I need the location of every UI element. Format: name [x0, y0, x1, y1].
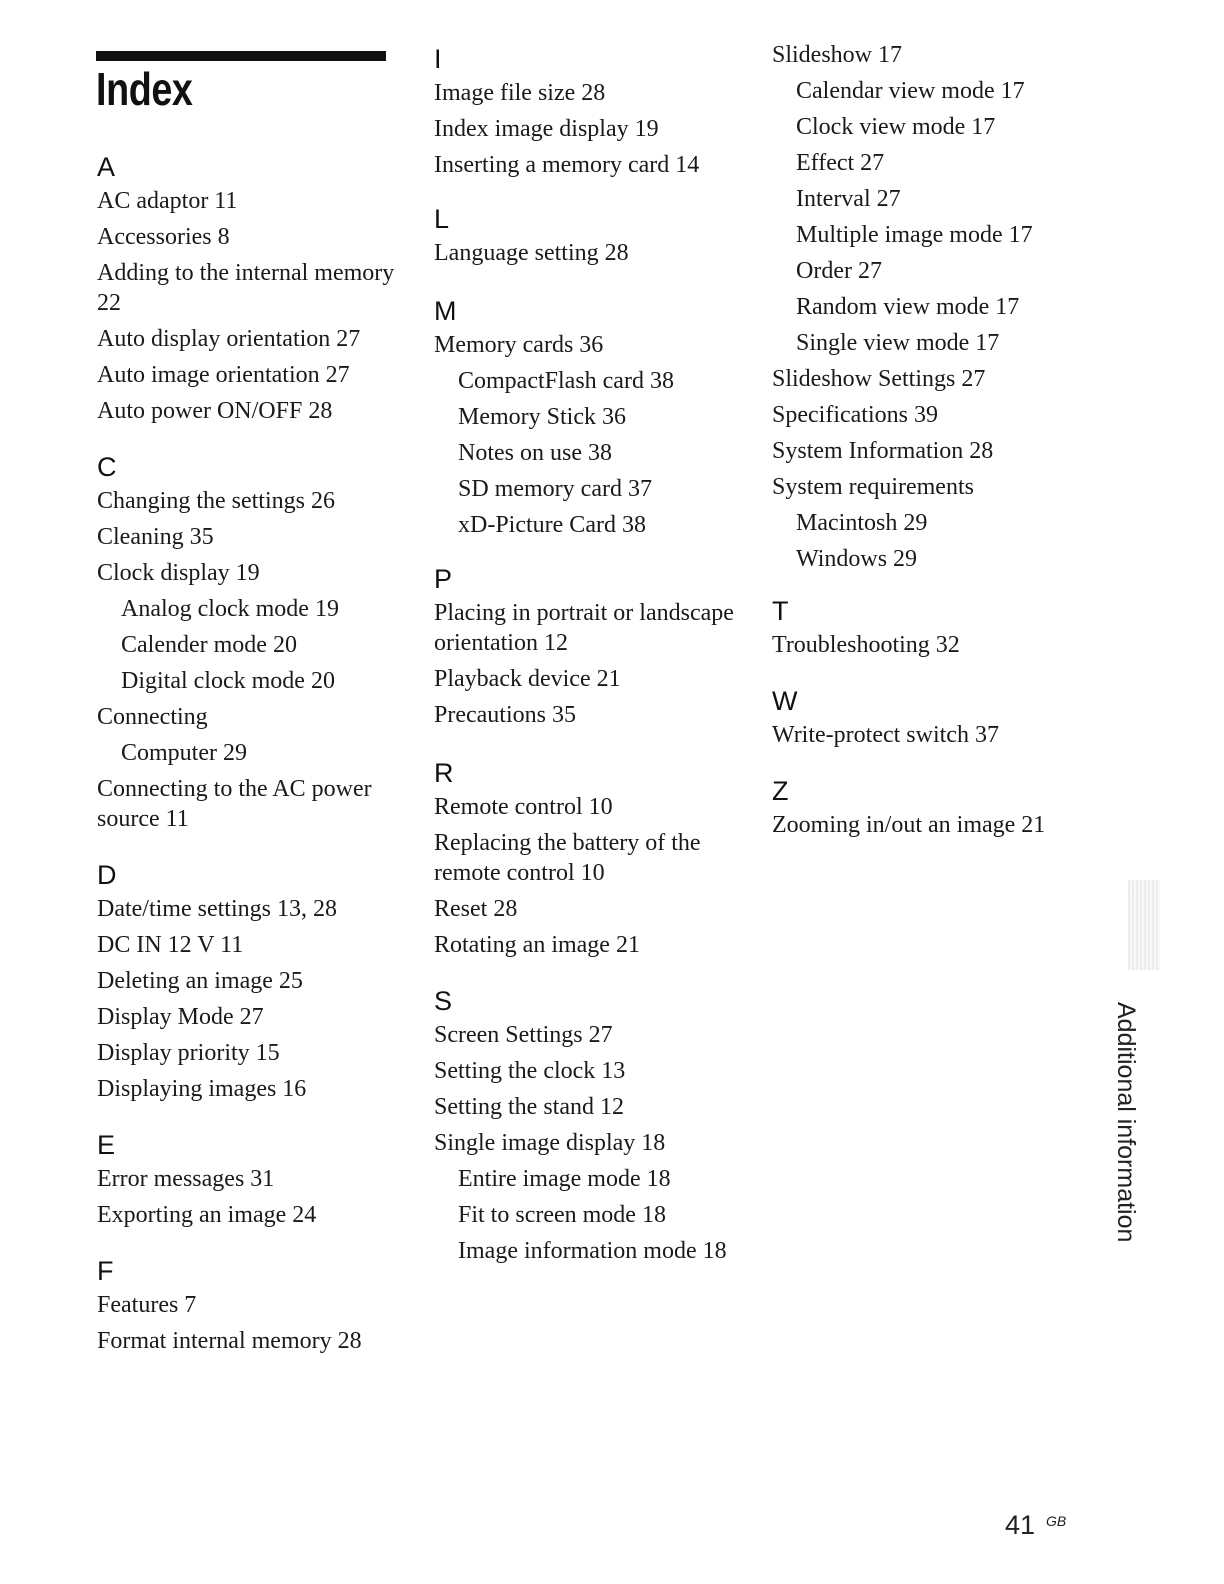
index-entry: Image file size 28 [434, 80, 606, 106]
index-entry: Deleting an image 25 [97, 968, 303, 994]
index-subentry: Entire image mode 18 [458, 1166, 671, 1192]
index-section-i [434, 44, 744, 186]
index-subentry: Effect 27 [796, 150, 885, 176]
index-entry: Remote control 10 [434, 794, 613, 820]
index-subentry: Single view mode 17 [796, 330, 1000, 356]
page-region-code: GB [1046, 1513, 1067, 1529]
index-entry: Displaying images 16 [97, 1076, 307, 1102]
index-entry: Adding to the internal memory 22 [97, 260, 395, 316]
index-subentry: CompactFlash card 38 [458, 368, 674, 394]
index-entry: Exporting an image 24 [97, 1202, 317, 1228]
section-letter: T [772, 596, 789, 626]
index-section-d [97, 860, 397, 1110]
index-entry: Error messages 31 [97, 1166, 275, 1192]
section-letter: M [434, 296, 457, 326]
index-entry: AC adaptor 11 [97, 188, 238, 214]
section-letter: P [434, 564, 453, 594]
index-entry: Placing in portrait or landscape orientation 12 [434, 600, 734, 656]
index-entry: Replacing the battery of the remote control 10 [434, 830, 701, 886]
index-entry: Single image display 18 [434, 1130, 666, 1156]
index-subentry: Interval 27 [796, 186, 901, 212]
index-entry: Setting the stand 12 [434, 1094, 624, 1120]
section-letter: W [772, 686, 798, 716]
index-entry: Rotating an image 21 [434, 932, 640, 958]
index-subentry: xD-Picture Card 38 [458, 512, 646, 538]
index-entry: Slideshow Settings 27 [772, 366, 986, 392]
side-tab-label: Additional information [1112, 1002, 1140, 1243]
index-entry: System Information 28 [772, 438, 994, 464]
index-entry: Index image display 19 [434, 116, 659, 142]
index-entry: DC IN 12 V 11 [97, 932, 244, 958]
index-subentry: Calender mode 20 [121, 632, 297, 658]
index-subentry: SD memory card 37 [458, 476, 652, 502]
index-entry: Write-protect switch 37 [772, 722, 999, 748]
title-rule [96, 51, 386, 61]
index-entry: Zooming in/out an image 21 [772, 812, 1046, 838]
index-subentry: Order 27 [796, 258, 882, 284]
index-entry: Changing the settings 26 [97, 488, 335, 514]
index-entry: Connecting [97, 704, 208, 730]
index-section-m [434, 296, 744, 546]
index-section-z [772, 776, 1092, 846]
index-entry: Troubleshooting 32 [772, 632, 960, 658]
section-letter: E [97, 1130, 116, 1160]
index-subentry: Calendar view mode 17 [796, 78, 1025, 104]
index-subentry: Digital clock mode 20 [121, 668, 335, 694]
index-subentry: Image information mode 18 [458, 1238, 727, 1264]
index-entry: Accessories 8 [97, 224, 230, 250]
section-letter: C [97, 452, 117, 482]
index-subentry: Memory Stick 36 [458, 404, 626, 430]
index-entry: Memory cards 36 [434, 332, 604, 358]
section-letter: Z [772, 776, 789, 806]
index-entry: Display priority 15 [97, 1040, 280, 1066]
index-subentry: Multiple image mode 17 [796, 222, 1033, 248]
index-entry: Language setting 28 [434, 240, 629, 266]
index-entry: Setting the clock 13 [434, 1058, 626, 1084]
index-entry: Precautions 35 [434, 702, 576, 728]
index-section-c [97, 452, 397, 840]
page-number: 41 [1005, 1510, 1036, 1540]
index-entry: Auto display orientation 27 [97, 326, 361, 352]
index-section-continued [772, 40, 1092, 580]
section-letter: D [97, 860, 117, 890]
index-entry: Clock display 19 [97, 560, 260, 586]
index-entry: Inserting a memory card 14 [434, 152, 700, 178]
index-entry: Auto power ON/OFF 28 [97, 398, 333, 424]
index-section-l [434, 204, 744, 274]
index-section-e [97, 1130, 397, 1236]
index-subentry: Windows 29 [796, 546, 918, 572]
index-entry: Auto image orientation 27 [97, 362, 350, 388]
index-entry: System requirements [772, 474, 974, 500]
index-section-f [97, 1256, 397, 1362]
index-entry: Playback device 21 [434, 666, 621, 692]
index-entry: Features 7 [97, 1292, 197, 1318]
section-letter: A [97, 152, 116, 182]
index-subentry: Notes on use 38 [458, 440, 612, 466]
index-subentry: Clock view mode 17 [796, 114, 996, 140]
index-subentry: Random view mode 17 [796, 294, 1020, 320]
side-tab-marker [1128, 880, 1160, 970]
index-subentry: Macintosh 29 [796, 510, 928, 536]
index-subentry: Fit to screen mode 18 [458, 1202, 666, 1228]
index-section-w [772, 686, 1092, 756]
index-entry: Cleaning 35 [97, 524, 214, 550]
section-letter: L [434, 204, 450, 234]
index-entry: Display Mode 27 [97, 1004, 264, 1030]
index-entry: Date/time settings 13, 28 [97, 896, 337, 922]
index-section-t [772, 596, 1092, 666]
section-letter: S [434, 986, 453, 1016]
index-subentry: Computer 29 [121, 740, 247, 766]
index-subentry: Analog clock mode 19 [121, 596, 339, 622]
index-section-a [97, 152, 397, 432]
index-entry: Format internal memory 28 [97, 1328, 362, 1354]
index-section-s [434, 986, 744, 1272]
section-letter: R [434, 758, 454, 788]
index-entry: Reset 28 [434, 896, 518, 922]
page-title: Index [96, 63, 193, 115]
section-letter: I [434, 44, 442, 74]
index-section-r [434, 758, 744, 966]
index-entry: Connecting to the AC power source 11 [97, 776, 372, 832]
section-letter: F [97, 1256, 114, 1286]
index-entry: Slideshow 17 [772, 42, 903, 68]
index-entry: Specifications 39 [772, 402, 938, 428]
index-section-p [434, 564, 744, 736]
index-entry: Screen Settings 27 [434, 1022, 613, 1048]
